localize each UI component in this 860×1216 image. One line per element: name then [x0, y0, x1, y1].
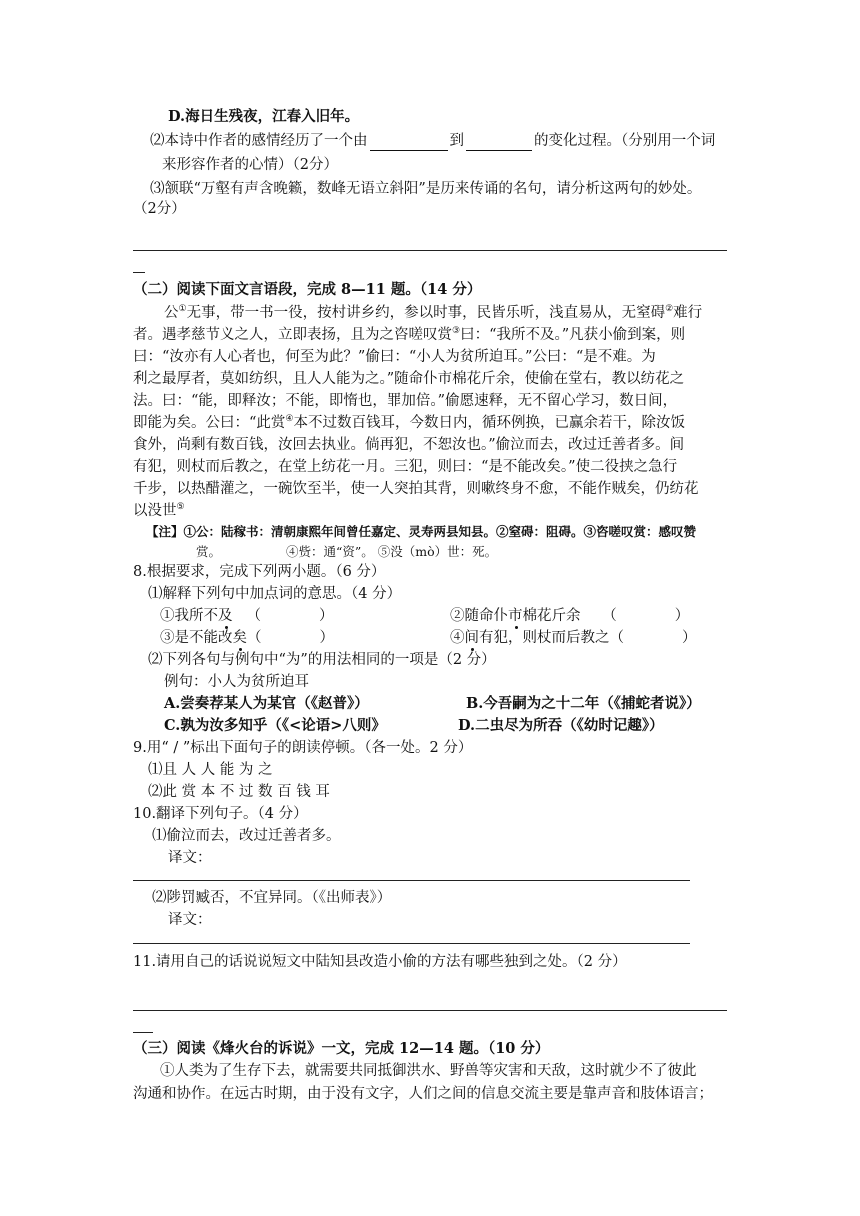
footnote-mark-2: ②: [665, 304, 674, 315]
answer-paren[interactable]: （ ）: [247, 630, 334, 646]
dotted-word: 间: [464, 630, 479, 646]
section3-line-1: ①人类为了生存下去，就需要共同抵御洪水、野兽等灾害和天敌，这时就少不了彼此: [160, 1063, 697, 1079]
passage-line-10: [133, 501, 185, 521]
passage-line-2: [133, 325, 685, 345]
passage-text: 者。遇孝慈节义之人，立即表扬，且为之咨嗟叹赏: [133, 327, 452, 343]
poem-q2-cont: 来形容作者的心情）（2分）: [162, 157, 338, 173]
poem-q2-text-c: 的变化过程。（分别用一个词: [534, 133, 716, 149]
poem-q2-text-a: ⑵本诗中作者的感情经历了一个由: [150, 133, 368, 149]
notes-line-1: 【注】①公：陆稼书：清朝康熙年间曾任嘉定、灵寿两县知县。②窒碍：阻碍。③咨嗟叹赏：感叹赞: [146, 524, 697, 539]
footnote-mark-1: ①: [178, 304, 187, 315]
dotted-word: 市: [508, 608, 523, 624]
translation-line-2[interactable]: [133, 943, 690, 944]
passage-line-5: 法。曰：“能，即释汝；不能，即惰也，罪加倍。”偷愿速释，无不留心学习，数日间，: [133, 393, 678, 409]
q8-sub2: ⑵下列各句与例句中“为”的用法相同的一项是（2 分）: [148, 652, 496, 668]
passage-line-9: 千步，以热醋灌之，一碗饮至半，使一人突拍其背，则嗽终身不愈，不能作贼矣，仍纺花: [133, 481, 699, 497]
footnote-mark-4: ④: [285, 414, 294, 425]
passage-line-4: 利之最厚者，莫如纺织，且人人能为之。”随命仆市棉花斤余，使偷在堂右，教以纺花之: [133, 371, 685, 387]
q8-item-4: [450, 628, 697, 648]
q8-option-d[interactable]: D.二虫尽为所吞（《幼时记趣》）: [458, 717, 664, 734]
passage-text: 曰：“我所不及。”凡获小偷到案，则: [460, 327, 686, 343]
q10-sentence-2: ⑵陟罚臧否，不宜异同。（《出师表》）: [152, 890, 392, 906]
answer-blank-2[interactable]: [466, 134, 532, 151]
q8-option-a[interactable]: A.尝奏荐某人为某官（《赵普》）: [164, 695, 369, 712]
passage-line-8: 有犯，则杖而后教之，在堂上纺花一月。三犯，则曰：“是不能改矣。”使二役挟之急行: [133, 459, 678, 475]
q8-option-b[interactable]: B.今吾嗣为之十二年（《捕蛇者说》）: [466, 695, 701, 712]
passage-text: 即能为矣。公曰：“此赏: [133, 415, 286, 431]
dotted-word: 及: [218, 608, 233, 624]
footnote-mark-5: ⑤: [176, 502, 185, 513]
answer-line-q11[interactable]: [133, 1010, 727, 1011]
q9-sentence-2[interactable]: ⑵此 赏 本 不 过 数 百 钱 耳: [148, 784, 330, 800]
passage-line-6: [133, 413, 685, 433]
q8-item-1: [160, 606, 334, 626]
q10-sentence-1: ⑴偷泣而去，改过迁善者多。: [152, 828, 341, 844]
passage-text: 难行: [673, 305, 703, 321]
section2-heading: （二）阅读下面文言语段，完成 8—11 题。（14 分）: [133, 281, 482, 298]
q8-example: 例句：小人为贫所迫耳: [164, 674, 309, 690]
q8-item-3: [160, 628, 334, 648]
q8-option-c[interactable]: C.孰为汝多知乎（《<论语>八则》: [164, 717, 386, 734]
translation-label-2: 译文：: [168, 912, 212, 928]
option-d: D.海日生残夜，江春入旧年。: [168, 108, 360, 125]
q8-title: 8.根据要求，完成下列两小题。（6 分）: [133, 564, 386, 580]
translation-label-1: 译文：: [168, 850, 212, 866]
poem-q3-points: （2分）: [133, 201, 186, 217]
answer-line[interactable]: [133, 250, 727, 251]
dotted-word: 矣: [232, 630, 247, 646]
answer-line-q11-tail: [133, 1032, 153, 1033]
q11-title: 11.请用自己的话说说短文中陆知县改造小偷的方法有哪些独到之处。（2 分）: [133, 954, 627, 970]
section3-line-2: 沟通和协作。在远古时期，由于没有文字，人们之间的信息交流主要是靠声音和肢体语言；: [133, 1086, 713, 1102]
q9-sentence-1[interactable]: ⑴且 人 人 能 为 之: [148, 762, 273, 778]
answer-blank-1[interactable]: [370, 134, 448, 151]
answer-paren[interactable]: 有犯，则杖而后教之（ ）: [479, 630, 697, 646]
translation-line-1[interactable]: [133, 880, 690, 881]
poem-q2-text-b: 到: [449, 133, 464, 149]
answer-paren[interactable]: 棉花斤余 （ ）: [522, 608, 690, 624]
section3-heading: （三）阅读《烽火台的诉说》一文，完成 12—14 题。（10 分）: [133, 1040, 550, 1057]
item-text: ④: [450, 630, 465, 646]
passage-text: 公: [164, 305, 179, 321]
passage-line-3: 曰：“汝亦有人心者也，何至为此？”偷曰：“小人为贫所迫耳。”公曰：“是不难。为: [133, 349, 656, 365]
passage-line-7: 食外，尚剩有数百钱，汝回去执业。倘再犯，不恕汝也。”偷泣而去，改过迁善者多。间: [133, 437, 685, 453]
notes-line-2b: ④赀：通“资”。 ⑤没（mò）世：死。: [286, 544, 498, 559]
item-text: ①我所不: [160, 608, 218, 624]
q8-sub1: ⑴解释下列句中加点词的意思。（4 分）: [148, 586, 402, 602]
passage-text: 以没世: [133, 503, 177, 519]
q10-title: 10.翻译下列句子。（4 分）: [133, 806, 308, 822]
passage-text: 本不过数百钱耳，今数日内，循环例换，已赢余若干，除汝饭: [293, 415, 685, 431]
notes-line-2a: 赏。: [196, 544, 222, 559]
passage-line-1: [164, 303, 702, 323]
item-text: ②随命仆: [450, 608, 508, 624]
answer-line-tail: [133, 272, 145, 273]
q9-title: 9.用“ / ”标出下面句子的朗读停顿。（各一处。2 分）: [133, 740, 473, 756]
footnote-mark-3: ③: [452, 326, 461, 337]
poem-q2: [150, 131, 715, 151]
passage-text: 无事，带一书一役，按村讲乡约，参以时事，民皆乐听，浅直易从，无窒碍: [186, 305, 666, 321]
poem-q3: ⑶颔联“万壑有声含晚籁，数峰无语立斜阳”是历来传诵的名句，请分析这两句的妙处。: [150, 181, 702, 197]
q8-item-2: [450, 606, 689, 626]
item-text: ③是不能改: [160, 630, 233, 646]
answer-paren[interactable]: （ ）: [246, 608, 334, 624]
